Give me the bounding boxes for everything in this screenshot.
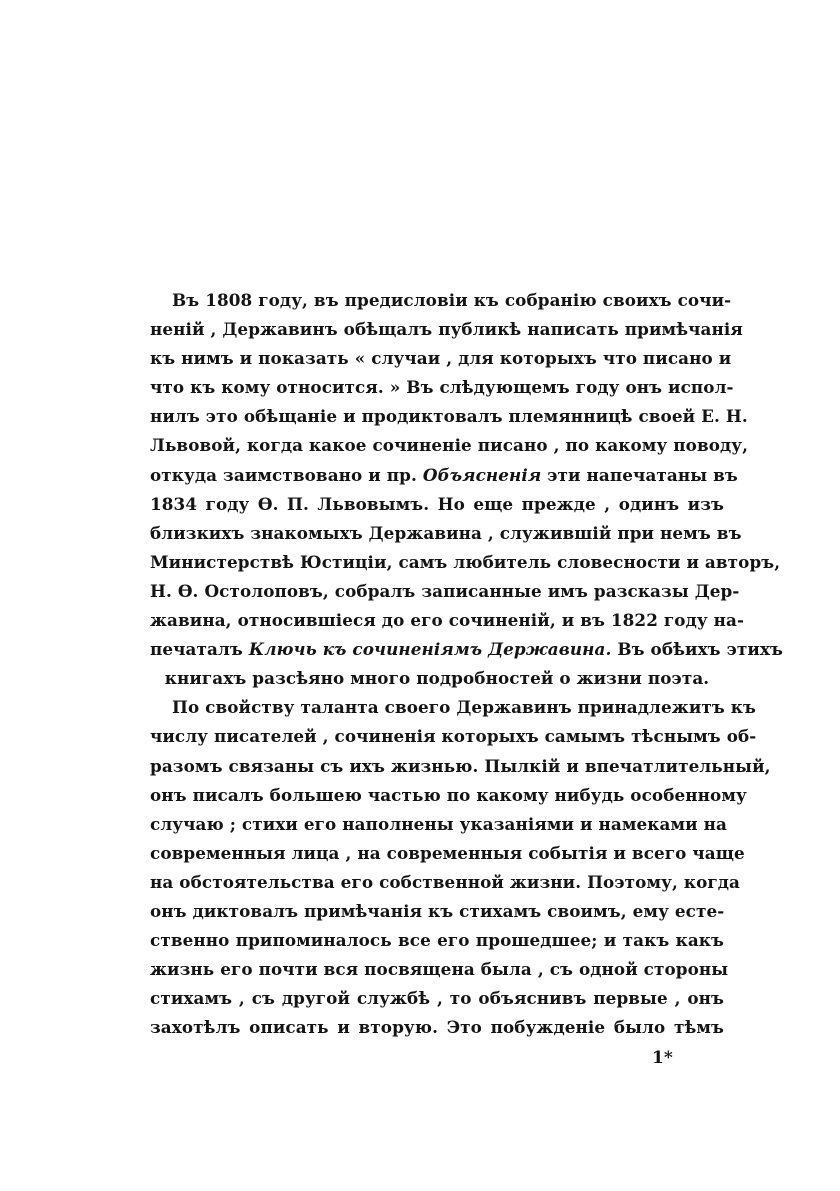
- signature-mark: 1*: [652, 1048, 673, 1068]
- text-line-22: онъ диктовалъ примѣчанія къ стихамъ своимъ, ему есте-: [150, 900, 725, 921]
- text-line-8: 1834 году Ѳ. П. Львовымъ. Но еще прежде , одинъ изъ: [150, 493, 724, 514]
- text-line-16: числу писателей , сочиненія которыхъ самымъ тѣснымъ об-: [150, 726, 757, 747]
- text-line-5: нилъ это обѣщаніе и продиктовалъ племянницѣ своей Е. Н.: [150, 406, 748, 427]
- text-line-18: онъ писалъ большею частью по какому нибудь особенному: [150, 784, 747, 805]
- text-line-3: къ нимъ и показать « случаи , для которыхъ что писано и: [150, 348, 732, 369]
- text-line-12: жавина, относившіеся до его сочиненій, и въ 1822 году на-: [150, 610, 745, 631]
- text-line-14: книгахъ разсѣяно много подробностей о жизни поэта.: [164, 668, 710, 689]
- text-line-13-italic: Ключь къ сочиненіямъ Державина.: [248, 639, 612, 660]
- text-line-23: ственно припоминалось все его прошедшее; и такъ какъ: [150, 930, 724, 951]
- body-text: [150, 286, 784, 1042]
- text-line-24: жизнь его почти вся посвящена была , съ одной стороны: [150, 959, 729, 980]
- text-line-4: что къ кому относится. » Въ слѣдующемъ году онъ испол-: [150, 377, 734, 398]
- text-line-21: на обстоятельства его собственной жизни. Поэтому, когда: [150, 871, 740, 892]
- text-line-1: Въ 1808 году, въ предисловіи къ собранію своихъ сочи-: [172, 290, 732, 310]
- text-line-10: Министерствѣ Юстиціи, самъ любитель словесности и авторъ,: [150, 551, 781, 572]
- text-line-15: По свойству таланта своего Державинъ принадлежитъ къ: [172, 697, 756, 718]
- text-line-20: современныя лица , на современныя событія и всего чаще: [150, 842, 745, 863]
- text-line-7-part-2: эти напечатаны въ: [547, 464, 738, 485]
- text-line-26: захотѣлъ описать и вторую. Это побужденіе было тѣмъ: [150, 1017, 724, 1038]
- text-line-7-italic: Объясненія: [422, 464, 542, 485]
- text-line-13: [150, 635, 784, 664]
- text-line-9: близкихъ знакомыхъ Державина , служившій при немъ въ: [150, 522, 742, 543]
- text-line-2: неній , Державинъ обѣщалъ публикѣ написать примѣчанія: [150, 319, 743, 340]
- text-line-11: Н. Ѳ. Остолоповъ, собралъ записанные имъ разсказы Дер-: [150, 580, 740, 601]
- text-line-19: случаю ; стихи его наполнены указаніями и намеками на: [150, 813, 728, 834]
- text-line-7-part-1: откуда заимствовано и пр.: [150, 464, 417, 485]
- text-line-7: [150, 461, 738, 490]
- text-line-25: стихамъ , съ другой службѣ , то объяснивъ первые , онъ: [150, 988, 724, 1009]
- text-line-17: разомъ связаны съ ихъ жизнью. Пылкій и впечатлительный,: [150, 755, 771, 776]
- text-line-13-part-1: печаталъ: [150, 639, 243, 660]
- text-line-13-part-2: Въ обѣихъ этихъ: [617, 639, 784, 660]
- text-line-6: Львовой, когда какое сочиненіе писано , по какому поводу,: [150, 435, 749, 456]
